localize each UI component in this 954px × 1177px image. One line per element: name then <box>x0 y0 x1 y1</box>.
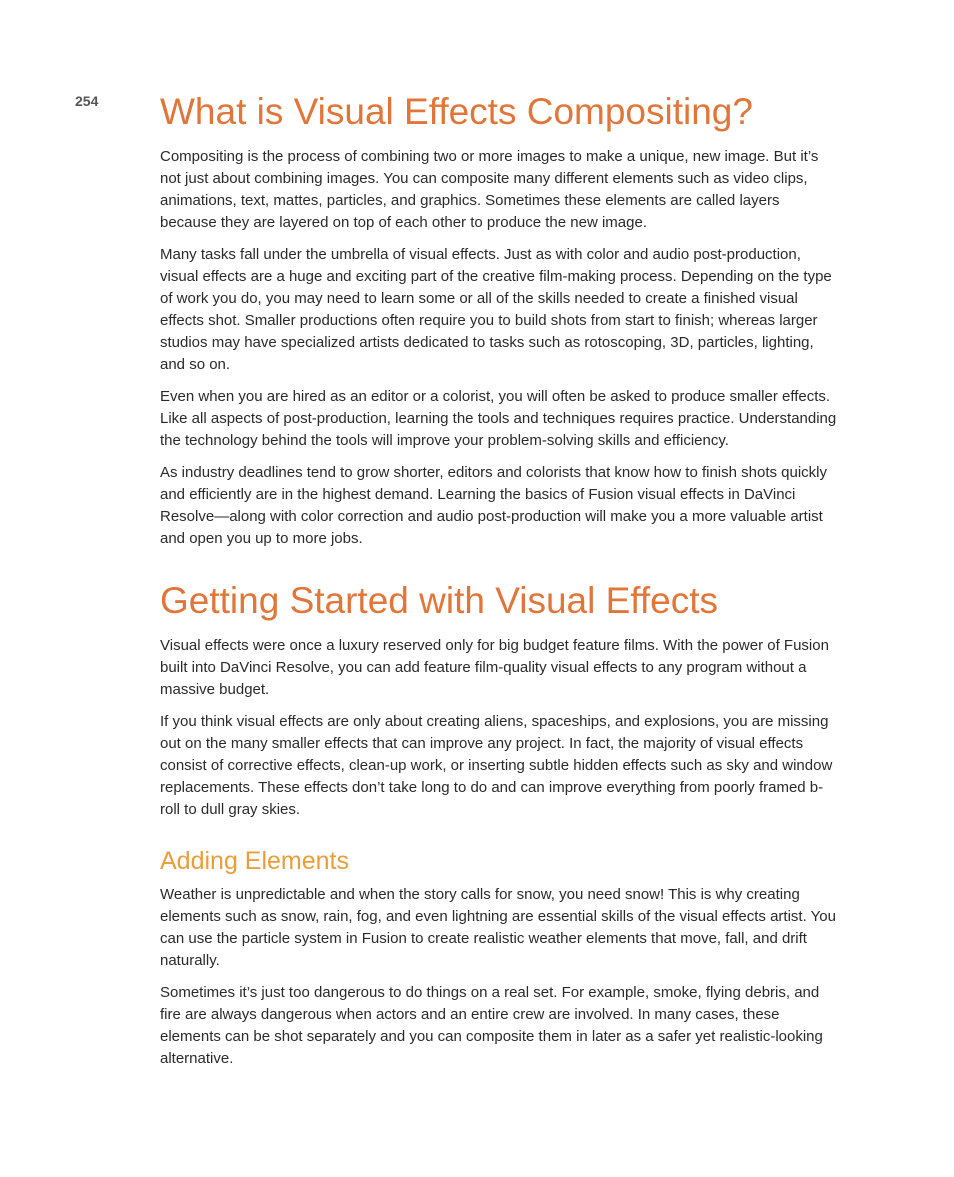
section-title-visual-effects-compositing: What is Visual Effects Compositing? <box>160 91 753 132</box>
paragraph: As industry deadlines tend to grow shorter, editors and colorists that know how to finish shots quickly and efficiently are in the highest demand. Learning the basics of Fusion visual effects in DaVinci Resolve—along with color correction and audio post-production will make you a more valuable artist and open you up to more jobs. <box>160 464 828 547</box>
paragraph: Compositing is the process of combining two or more images to make a unique, new image. But it’s not just about combining images. You can composite many different elements such as video clips, animations, text, mattes, particles, and graphics. Sometimes these elements are called layers because they are layered on top of each other to produce the new image. <box>160 148 819 231</box>
paragraph: If you think visual effects are only about creating aliens, spaceships, and explosions, you are missing out on the many smaller effects that can improve any project. In fact, the majority of visual effects consist of corrective effects, clean-up work, or inserting subtle hidden effects such as sky and window replacements. These effects don’t take long to do and can improve everything from poorly framed b-roll to dull gray skies. <box>160 713 833 818</box>
paragraph: Weather is unpredictable and when the story calls for snow, you need snow! This is why creating elements such as snow, rain, fog, and even lightning are essential skills of the visual effects artist. You can use the particle system in Fusion to create realistic weather elements that move, fall, and drift naturally. <box>160 886 836 969</box>
paragraph: Even when you are hired as an editor or a colorist, you will often be asked to produce smaller effects. Like all aspects of post-production, learning the tools and techniques requires practice. Understanding the technology behind the tools will improve your problem-solving skills and efficiency. <box>160 388 837 449</box>
paragraph: Sometimes it’s just too dangerous to do things on a real set. For example, smoke, flying debris, and fire are always dangerous when actors and an entire crew are involved. In many cases, these elements can be shot separately and you can composite them in later as a safer yet realistic-looking alternative. <box>160 984 823 1067</box>
page-content <box>160 89 840 1070</box>
paragraph: Visual effects were once a luxury reserved only for big budget feature films. With the power of Fusion built into DaVinci Resolve, you can add feature film-quality visual effects to any program without a massive budget. <box>160 637 829 698</box>
paragraph: Many tasks fall under the umbrella of visual effects. Just as with color and audio post-production, visual effects are a huge and exciting part of the creative film-making process. Depending on the type of work you do, you may need to learn some or all of the skills needed to create a finished visual effects shot. Smaller productions often require you to build shots from start to finish; whereas larger studios may have specialized artists dedicated to tasks such as rotoscoping, 3D, particles, lighting, and so on. <box>160 246 832 373</box>
subsection-title-adding-elements: Adding Elements <box>160 847 350 875</box>
page-number: 254 <box>75 93 99 109</box>
section-title-getting-started: Getting Started with Visual Effects <box>160 580 719 621</box>
